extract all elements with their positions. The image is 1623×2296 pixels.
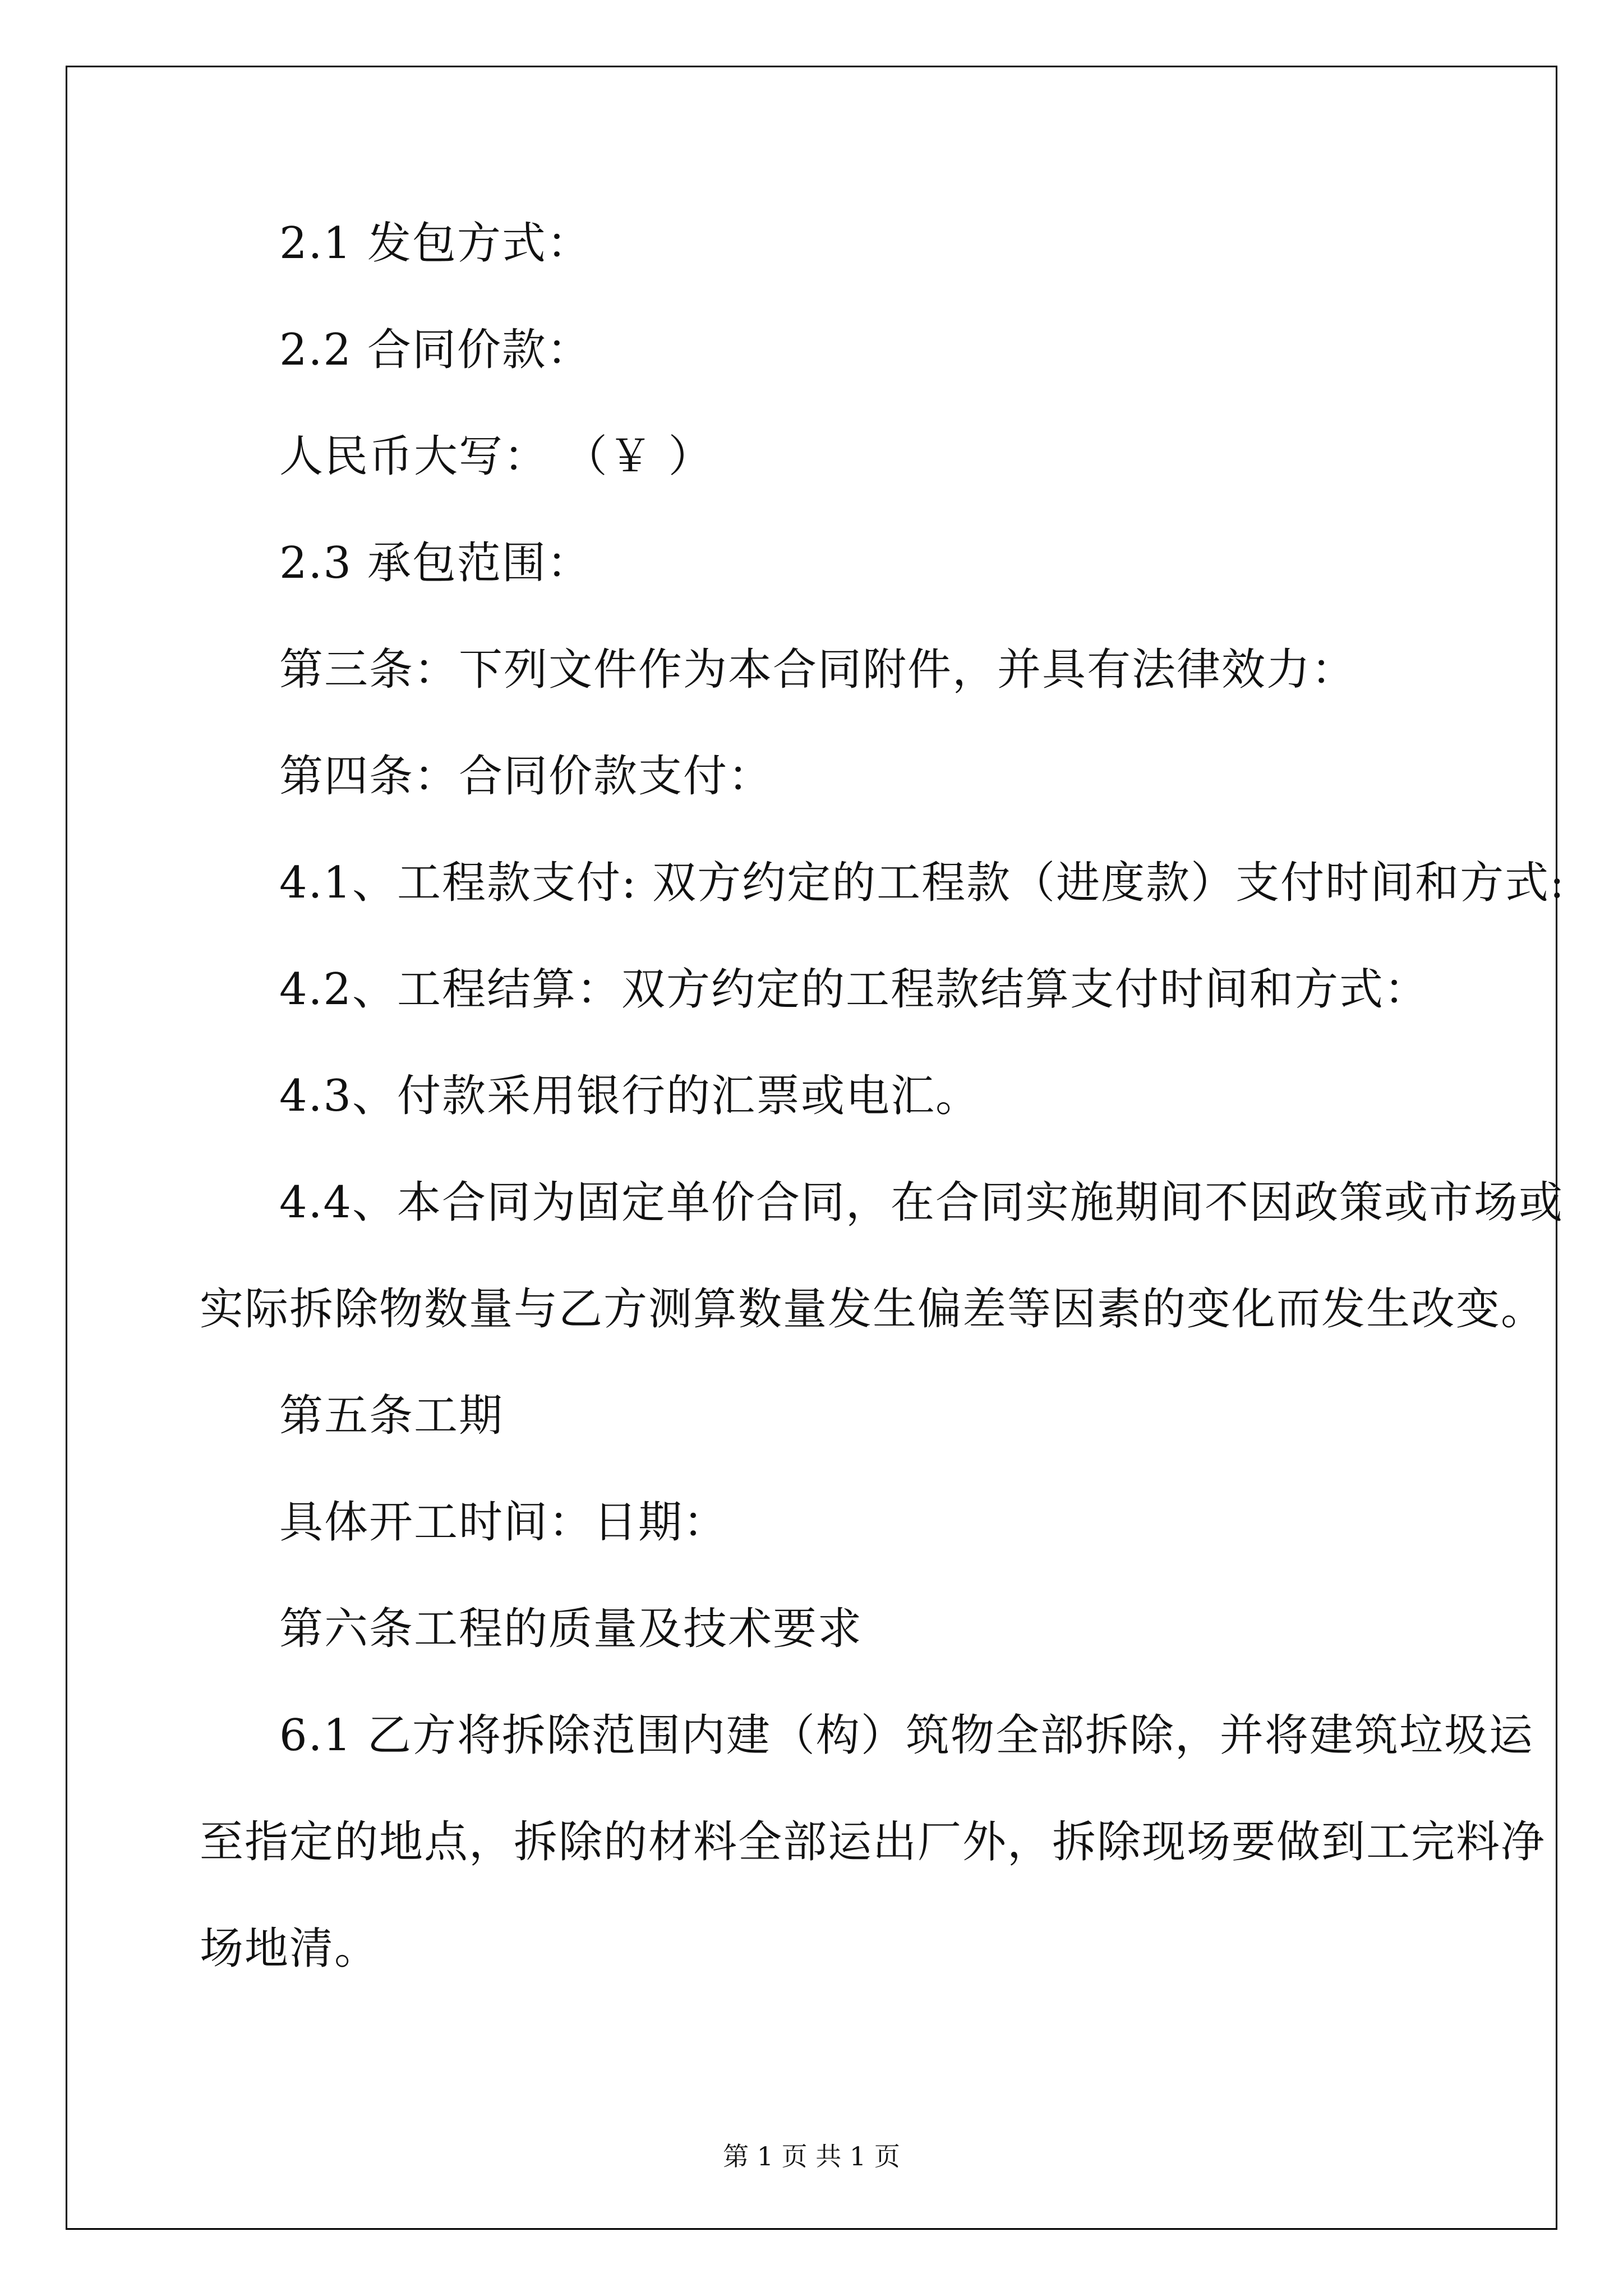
paragraph-4-4: 4.4、本合同为固定单价合同，在合同实施期间不因政策或市场或	[279, 1177, 1564, 1228]
paragraph-4-3: 4.3、付款采用银行的汇票或电汇。	[279, 1071, 981, 1121]
paragraph-4-2: 4.2、工程结算：双方约定的工程款结算支付时间和方式：	[279, 964, 1430, 1015]
paragraph-2-3: 2.3 承包范围：	[279, 538, 592, 588]
page-footer: 第 1 页 共 1 页	[723, 2141, 900, 2171]
paragraph-4-1: 4.1、工程款支付: 双方约定的工程款（进度款）支付时间和方式:	[279, 858, 1566, 908]
paragraph-4-4-cont: 实际拆除物数量与乙方测算数量发生偏差等因素的变化而发生改变。	[200, 1284, 1546, 1335]
paragraph-article-3: 第三条：下列文件作为本合同附件，并具有法律效力：	[279, 645, 1357, 695]
page-border	[66, 66, 1557, 2230]
paragraph-start-date: 具体开工时间：日期：	[279, 1497, 728, 1548]
paragraph-article-5: 第五条工期	[279, 1391, 504, 1441]
paragraph-rmb: 人民币大写： （￥ ）	[279, 431, 713, 482]
paragraph-6-1-cont: 至指定的地点，拆除的材料全部运出厂外，拆除现场要做到工完料净	[200, 1817, 1546, 1867]
paragraph-2-2: 2.2 合同价款：	[279, 325, 592, 375]
paragraph-article-4: 第四条：合同价款支付：	[279, 751, 773, 802]
paragraph-6-1-end: 场地清。	[200, 1924, 380, 1974]
paragraph-2-1: 2.1 发包方式：	[279, 218, 592, 269]
paragraph-article-6: 第六条工程的质量及技术要求	[279, 1604, 863, 1654]
paragraph-6-1: 6.1 乙方将拆除范围内建（构）筑物全部拆除，并将建筑垃圾运	[279, 1710, 1534, 1761]
